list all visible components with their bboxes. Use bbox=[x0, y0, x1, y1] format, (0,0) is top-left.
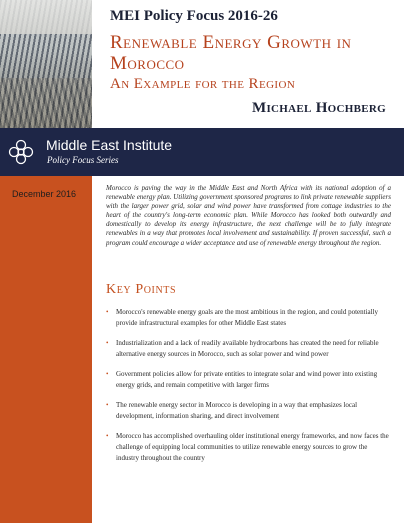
institute-series: Policy Focus Series bbox=[47, 155, 119, 165]
bullet-icon: • bbox=[106, 401, 109, 409]
header bbox=[92, 0, 404, 128]
key-point-text: Government policies allow for private entities to integrate solar and wind power into existing energy grids, and remain competitive with larger firms bbox=[116, 370, 378, 389]
bullet-icon: • bbox=[106, 339, 109, 347]
key-point bbox=[106, 369, 391, 391]
key-points-list bbox=[106, 307, 391, 473]
key-point bbox=[106, 400, 391, 422]
institute-band bbox=[0, 128, 404, 176]
bullet-icon: • bbox=[106, 370, 109, 378]
key-points-heading: Key Points bbox=[106, 282, 177, 297]
bullet-icon: • bbox=[106, 432, 109, 440]
mei-logo-icon bbox=[7, 138, 35, 166]
key-point-text: Industrialization and a lack of readily available hydrocarbons has created the need for reliable alternative energy sources in Morocco, such as solar power and wind power bbox=[116, 339, 379, 358]
solar-plant-photo bbox=[0, 0, 92, 128]
key-point bbox=[106, 431, 391, 464]
abstract: Morocco is paving the way in the Middle East and North Africa with its national adoption of a renewable energy plan. Utilizing government sponsored programs to link private renewable suppliers with the larger power grid, solar and wind power have transformed from cottage industries to the heart of the country's long-term economic plan. While Morocco has looked both outwardly and domestically to develop its energy infrastructure, the next challenge will be to fully integrate renewables in a way that promotes local involvement and sustainability. If proven successful, such a program could encourage a wider acceptance and use of renewable energy throughout the region. bbox=[106, 184, 391, 247]
document-title: Renewable Energy Growth in Morocco bbox=[110, 32, 352, 74]
key-point bbox=[106, 338, 391, 360]
document-subtitle: An Example for the Region bbox=[110, 76, 296, 92]
key-point-text: The renewable energy sector in Morocco is developing in a way that emphasizes local development, information sharing, and direct involvement bbox=[116, 401, 358, 420]
key-point-text: Morocco's renewable energy goals are the most ambitious in the region, and could potentially provide infrastructural examples for other Middle East states bbox=[116, 308, 379, 327]
key-point bbox=[106, 307, 391, 329]
series-label: MEI Policy Focus 2016-26 bbox=[110, 8, 278, 24]
key-point-text: Morocco has accomplished overhauling older institutional energy frameworks, and now faces the challenge of equipping local communities to utilize renewable energy sources to grow the industry throughout the country bbox=[116, 432, 389, 462]
orange-sidebar bbox=[0, 176, 92, 523]
bullet-icon: • bbox=[106, 308, 109, 316]
author-name: Michael Hochberg bbox=[251, 100, 386, 116]
publication-date: December 2016 bbox=[12, 189, 77, 199]
institute-name: Middle East Institute bbox=[46, 137, 173, 153]
